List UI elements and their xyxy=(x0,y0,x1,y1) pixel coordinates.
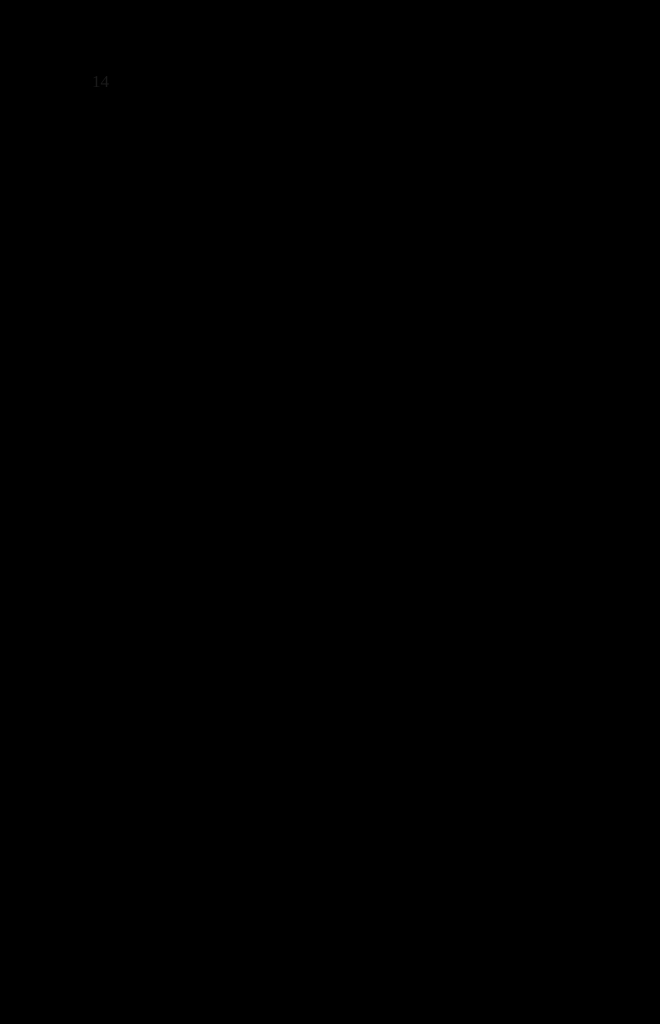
page-number: 14 xyxy=(92,72,109,91)
